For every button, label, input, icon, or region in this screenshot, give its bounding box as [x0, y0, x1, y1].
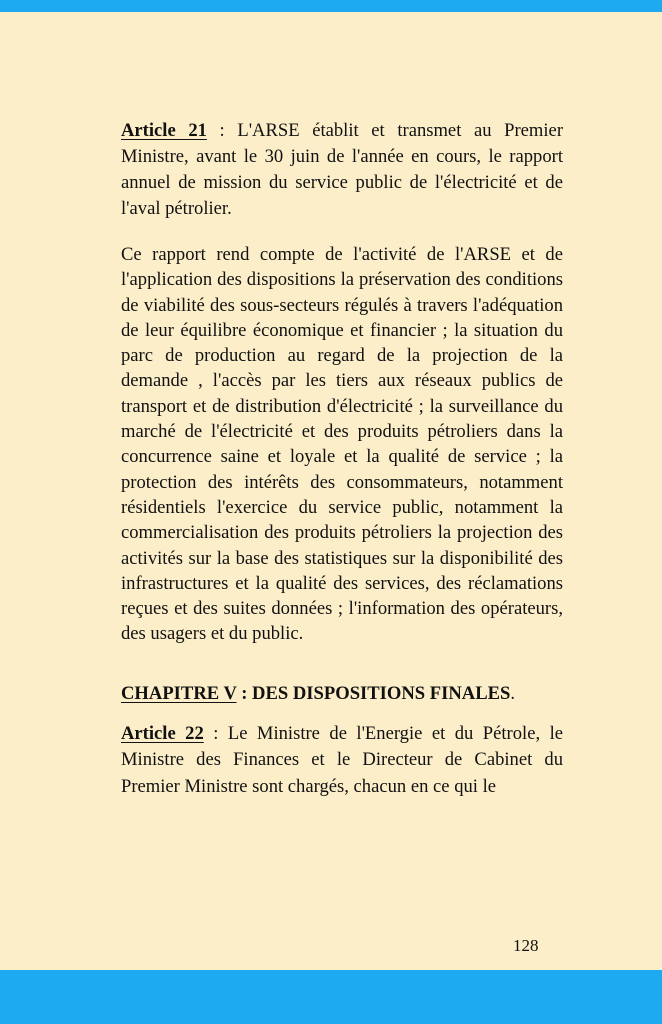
chapter-title: : DES DISPOSITIONS FINALES — [236, 682, 511, 704]
report-content-text: Ce rapport rend compte de l'activité de l'ARSE et de l'application des dispositions la préservation des conditions de viabilité des sous-secteurs régulés à travers l'adéquation de leur équilibre économique et financier ; la situation du parc de production au regard de la projection de la demande , l'accès par les tiers aux réseaux publics de transport et de distribution d'électricité ; la surveillance du marché de l'électricité et des produits pétroliers dans la concurrence saine et loyale et la qualité de service ; la protection des intérêts des consommateurs, notamment résidentiels l'exercice du service public, notamment la commercialisation des produits pétroliers la projection des activités sur la base des statistiques sur la disponibilité des infrastructures et la qualité des services, des réclamations reçues et des suites données ; l'information des opérateurs, des usagers et du public. — [121, 244, 563, 645]
article-22-label: Article 22 — [121, 722, 204, 744]
top-frame-bar — [0, 0, 662, 12]
article-22-text: : Le Ministre de l'Energie et du Pétrole, le Ministre des Finances et le Directeur de Cabinet du Premier Ministre sont chargés, chacun en ce qui le — [121, 722, 563, 797]
article-22-paragraph — [121, 721, 563, 801]
article-21-label: Article 21 — [121, 120, 207, 141]
report-content-paragraph — [121, 242, 563, 647]
page-number: 128 — [513, 936, 539, 955]
document-page — [121, 118, 563, 800]
chapter-label: CHAPITRE V — [121, 682, 237, 704]
article-21-paragraph — [121, 118, 563, 222]
chapter-heading — [121, 681, 563, 707]
chapter-period: . — [510, 682, 516, 704]
bottom-frame-bar — [0, 970, 662, 1024]
article-21-text: : L'ARSE établit et transmet au Premier Ministre, avant le 30 juin de l'année en cours, le rapport annuel de mission du service public de l'électricité et de l'aval pétrolier. — [121, 120, 564, 219]
